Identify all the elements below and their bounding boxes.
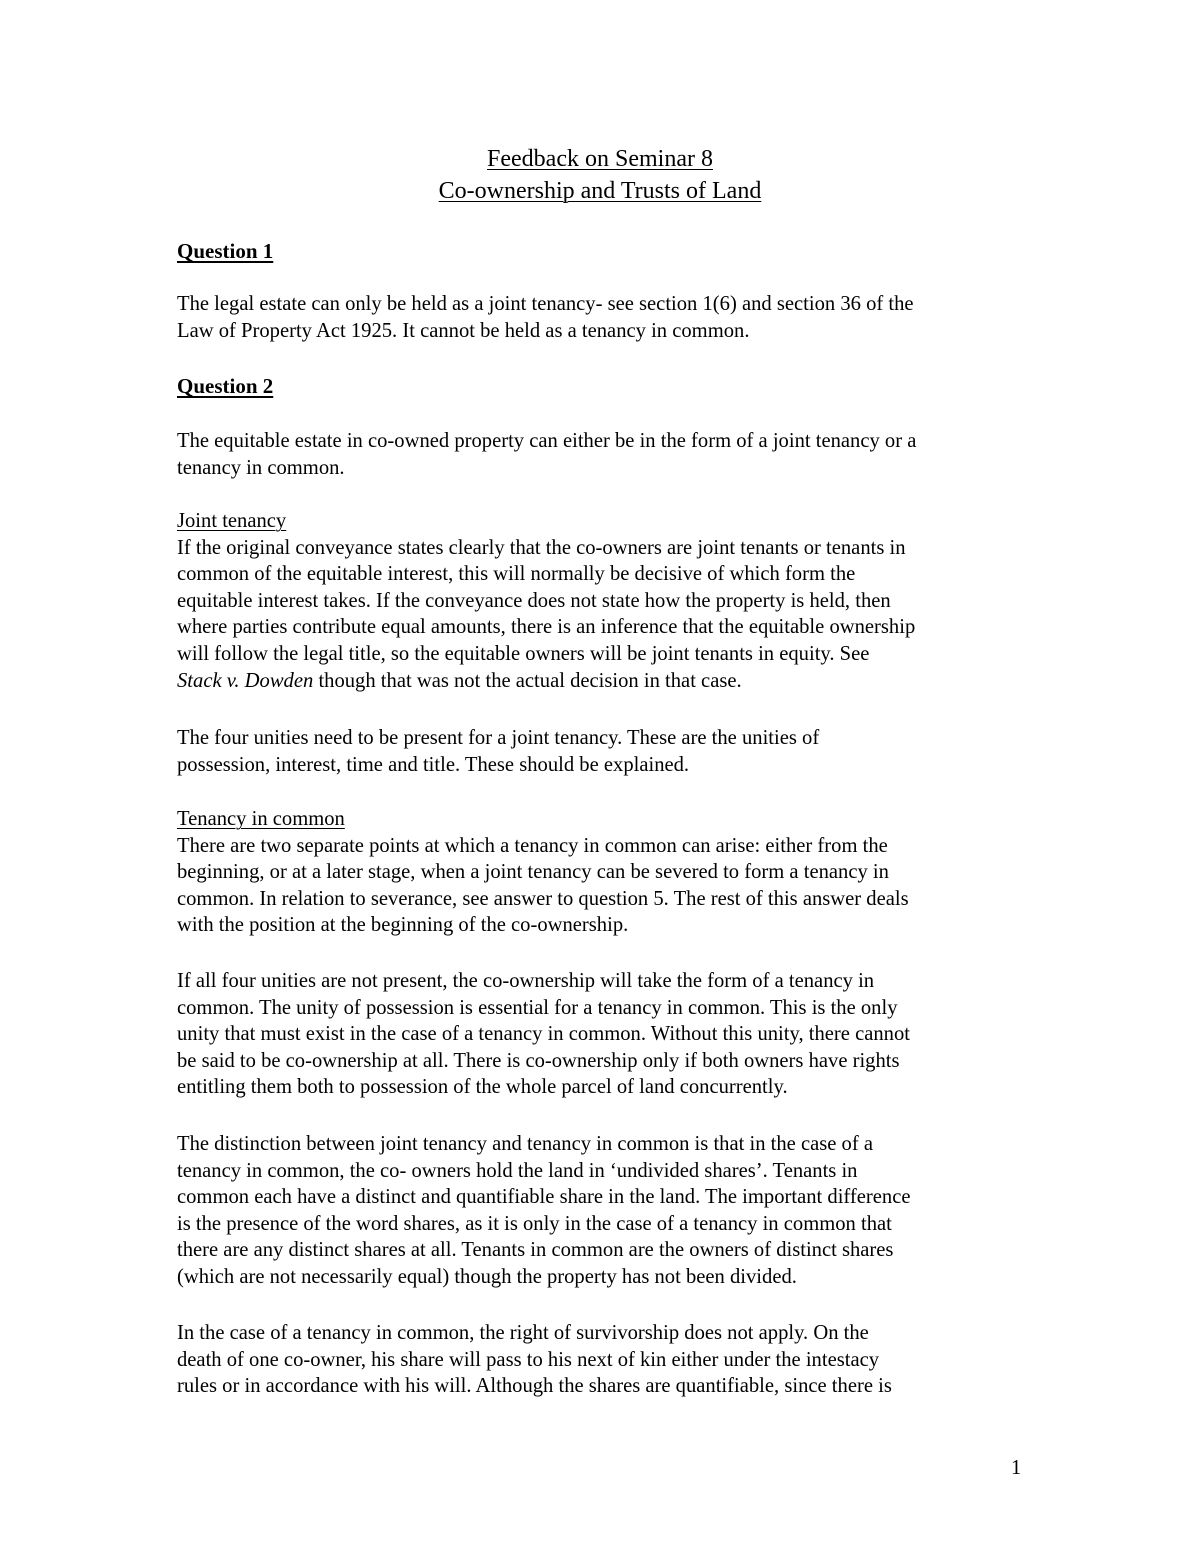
question-1-answer: [177, 291, 1025, 344]
unities-paragraph: [177, 968, 1025, 1101]
text-line: The legal estate can only be held as a joint tenancy- see section 1(6) and section 36 of the: [177, 293, 914, 315]
text-line: equitable interest takes. If the conveyance does not state how the property is held, then: [177, 589, 891, 612]
text-line: entitling them both to possession of the whole parcel of land concurrently.: [177, 1076, 788, 1099]
text-line: rules or in accordance with his will. Although the shares are quantifiable, since there is: [177, 1375, 892, 1398]
text-line: there are any distinct shares at all. Tenants in common are the owners of distinct shares: [177, 1239, 894, 1262]
text-line: is the presence of the word shares, as it is only in the case of a tenancy in common that: [177, 1212, 892, 1235]
text-line: be said to be co-ownership at all. There is co-ownership only if both owners have rights: [177, 1049, 900, 1072]
document-title-line-2: Co-ownership and Trusts of Land: [438, 178, 762, 204]
text-line: The equitable estate in co-owned property can either be in the form of a joint tenancy or a: [177, 430, 917, 452]
page-number: 1: [1011, 1457, 1022, 1479]
text-line: possession, interest, time and title. These should be explained.: [177, 753, 690, 776]
case-citation: Stack v. Dowden: [177, 669, 314, 692]
document-title-line-1: Feedback on Seminar 8: [487, 146, 713, 172]
text-line: death of one co-owner, his share will pass to his next of kin either under the intestacy: [177, 1348, 880, 1371]
joint-tenancy-subheading: Joint tenancy: [177, 510, 287, 532]
survivorship-paragraph: [177, 1320, 1025, 1400]
text-line: tenancy in common, the co- owners hold the land in ‘undivided shares’. Tenants in: [177, 1159, 858, 1182]
text-line: common of the equitable interest, this will normally be decisive of which form the: [177, 563, 856, 586]
text-line: unity that must exist in the case of a tenancy in common. Without this unity, there cannot: [177, 1023, 910, 1046]
text-line: will follow the legal title, so the equitable owners will be joint tenants in equity. See: [177, 642, 870, 665]
distinction-paragraph: [177, 1131, 1025, 1291]
question-2-heading: Question 2: [177, 374, 274, 398]
question-2-intro: [177, 428, 1025, 481]
text-line: Law of Property Act 1925. It cannot be held as a tenancy in common.: [177, 319, 750, 342]
four-unities-paragraph: [177, 725, 1025, 778]
text-line: common. The unity of possession is essential for a tenancy in common. This is the only: [177, 996, 898, 1019]
text-line: If all four unities are not present, the co-ownership will take the form of a tenancy in: [177, 970, 875, 992]
text-line: tenancy in common.: [177, 456, 345, 479]
text-line: In the case of a tenancy in common, the right of survivorship does not apply. On the: [177, 1322, 869, 1344]
tenancy-in-common-section: [177, 806, 1025, 939]
case-line-rest: though that was not the actual decision in that case.: [313, 669, 742, 692]
text-line: The distinction between joint tenancy and tenancy in common is that in the case of a: [177, 1133, 873, 1155]
joint-tenancy-section: [177, 508, 1025, 694]
text-line: where parties contribute equal amounts, there is an inference that the equitable ownership: [177, 616, 916, 639]
text-line: There are two separate points at which a tenancy in common can arise: either from the: [177, 834, 888, 857]
text-line: (which are not necessarily equal) though the property has not been divided.: [177, 1265, 797, 1288]
text-line: common. In relation to severance, see answer to question 5. The rest of this answer deals: [177, 887, 909, 910]
text-line: [177, 668, 1025, 695]
text-line: The four unities need to be present for a joint tenancy. These are the unities of: [177, 727, 820, 749]
question-1-heading: Question 1: [177, 239, 274, 263]
tenancy-in-common-subheading: Tenancy in common: [177, 808, 345, 830]
text-line: common each have a distinct and quantifiable share in the land. The important difference: [177, 1186, 911, 1209]
text-line: If the original conveyance states clearly that the co-owners are joint tenants or tenants in: [177, 536, 906, 559]
text-line: beginning, or at a later stage, when a joint tenancy can be severed to form a tenancy in: [177, 861, 889, 884]
text-line: with the position at the beginning of the co-ownership.: [177, 914, 629, 937]
